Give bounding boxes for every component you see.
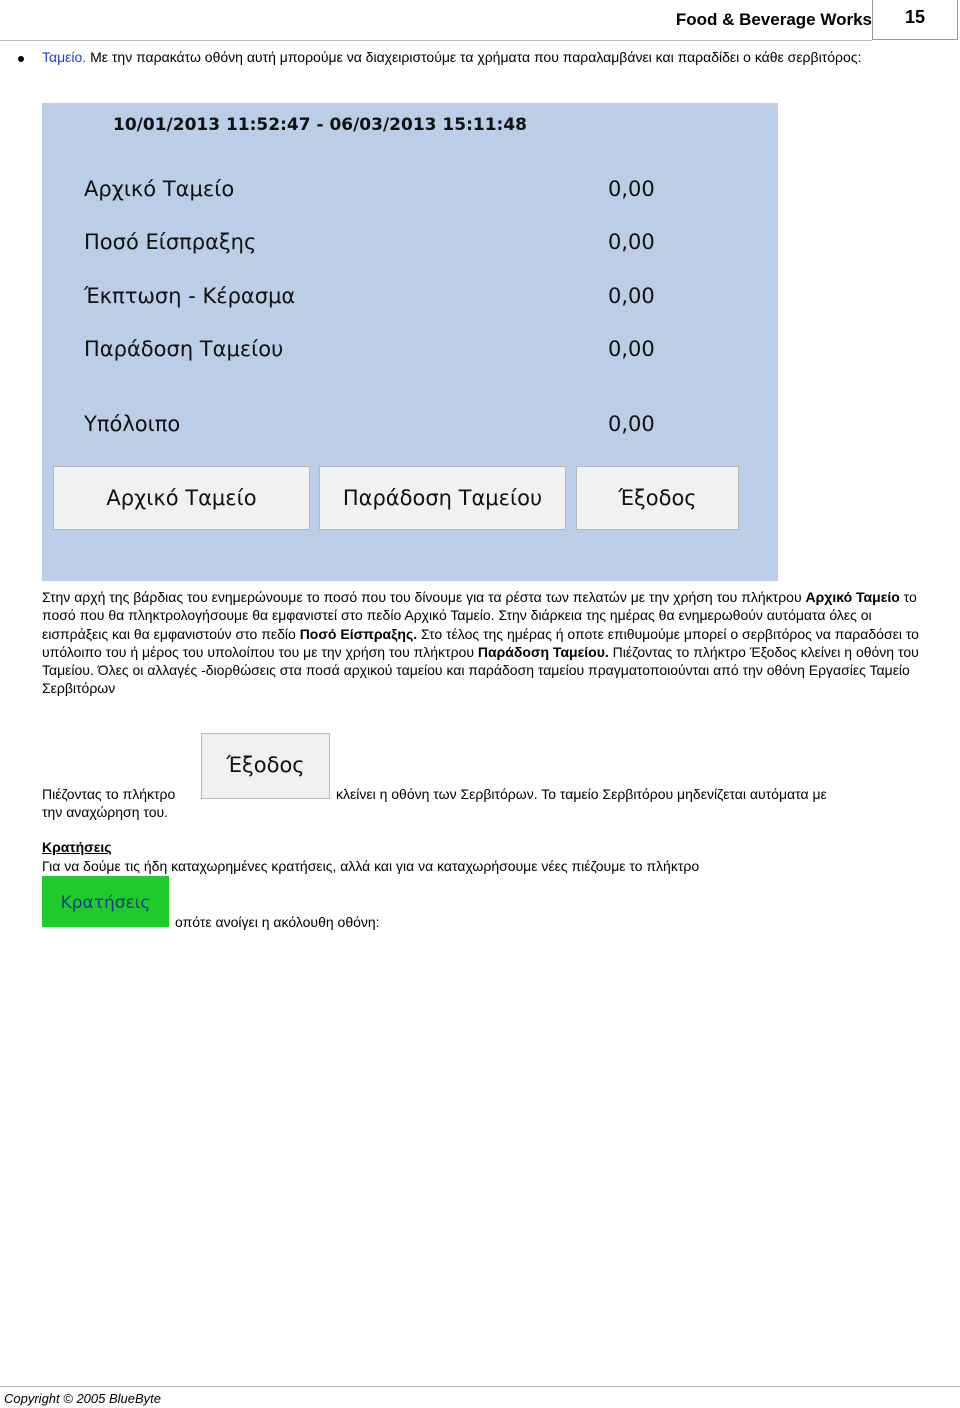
paragraph-text: Πιέζοντας το πλήκτρο Έξοδος κλείνει η οθόνη του Ταμείου. Όλες οι αλλαγές -διορθώσεις στα ποσά αρχικού ταμείου και παράδοση ταμείου πραγματοποιούνται από την οθόνη Εργασίες Ταμείο Σερβιτόρων	[42, 643, 919, 697]
paragraph-text: το ποσό που θα πληκτρολογήσουμε θα εμφανιστεί στο πεδίο Αρχικό Ταμείο. Στην διάρκεια της ημέρας θα ενημερωθούν αυτόματα όλες οι εισπράξεις και θα εμφανιστούν στο πεδίο	[42, 589, 917, 642]
cash-handover-button[interactable]: Παράδοση Ταμείου	[319, 466, 566, 530]
page-number: 15	[872, 0, 958, 40]
intro-text: Με την παρακάτω οθόνη αυτή μπορούμε να διαχειριστούμε τα χρήματα που παραλαμβάνει και παραδίδει ο κάθε σερβιτόρος:	[90, 49, 862, 65]
paragraph-bold-initial-cash: Αρχικό Ταμείο	[805, 589, 900, 605]
document-header-title: Food & Beverage Works	[675, 10, 872, 29]
row-label-cash-handover: Παράδοση Ταμείου	[84, 337, 284, 361]
bullet-icon	[18, 56, 24, 62]
row-value-cash-handover: 0,00	[608, 337, 655, 361]
row-value-collection-amount: 0,00	[608, 230, 655, 254]
row-label-balance: Υπόλοιπο	[84, 412, 181, 436]
row-label-discount-treat: Έκπτωση - Κέρασμα	[84, 284, 296, 308]
initial-cash-button[interactable]: Αρχικό Ταμείο	[53, 466, 310, 530]
reservations-after-text: οπότε ανοίγει η ακόλουθη οθόνη:	[175, 914, 380, 930]
intro-keyword: Ταμείο.	[42, 49, 87, 65]
paragraph-bold-collection: Ποσό Είσπραξης.	[299, 625, 418, 642]
cash-period-label: 10/01/2013 11:52:47 - 06/03/2013 15:11:48	[113, 115, 527, 135]
reservations-button[interactable]: Κρατήσεις	[42, 876, 169, 927]
row-label-initial-cash: Αρχικό Ταμείο	[84, 177, 235, 201]
copyright: Copyright © 2005 BlueByte	[4, 1391, 162, 1406]
cash-description-paragraph	[42, 588, 920, 698]
exit-button-illustration[interactable]: Έξοδος	[201, 733, 330, 799]
footer-divider	[0, 1386, 960, 1387]
paragraph-text: Στην αρχή της βάρδιας του ενημερώνουμε το ποσό που του δίνουμε για τα ρέστα των πελατών με την χρήση του πλήκτρου	[42, 589, 806, 605]
paragraph-text: Στο τέλος της ημέρας ή οποτε επιθυμούμε μπορεί ο σερβιτόρος να παραδόσει το υπόλοιπο του ή μέρος του υπολοίπου του με την χρήση του πλήκτρου	[42, 625, 919, 660]
intro-bullet-item	[42, 48, 922, 67]
reservations-text: Για να δούμε τις ήδη καταχωρημένες κρατήσεις, αλλά και για να καταχωρήσουμε νέες πιέζουμε το πλήκτρο	[42, 858, 700, 874]
exit-button[interactable]: Έξοδος	[576, 466, 739, 530]
exit-text-before: Πιέζοντας το πλήκτρο	[42, 786, 176, 802]
row-label-collection-amount: Ποσό Είσπραξης	[84, 230, 257, 254]
paragraph-bold-handover: Παράδοση Ταμείου.	[477, 643, 609, 660]
cash-register-screen	[42, 103, 778, 581]
exit-text-after: κλείνει η οθόνη των Σερβιτόρων. Το ταμείο Σερβιτόρου μηδενίζεται αυτόματα με	[336, 786, 827, 802]
row-value-balance: 0,00	[608, 412, 655, 436]
reservations-heading: Κρατήσεις	[42, 839, 112, 855]
exit-text-line2: την αναχώρηση του.	[42, 804, 169, 820]
header-divider	[0, 40, 872, 41]
row-value-discount-treat: 0,00	[608, 284, 655, 308]
row-value-initial-cash: 0,00	[608, 177, 655, 201]
